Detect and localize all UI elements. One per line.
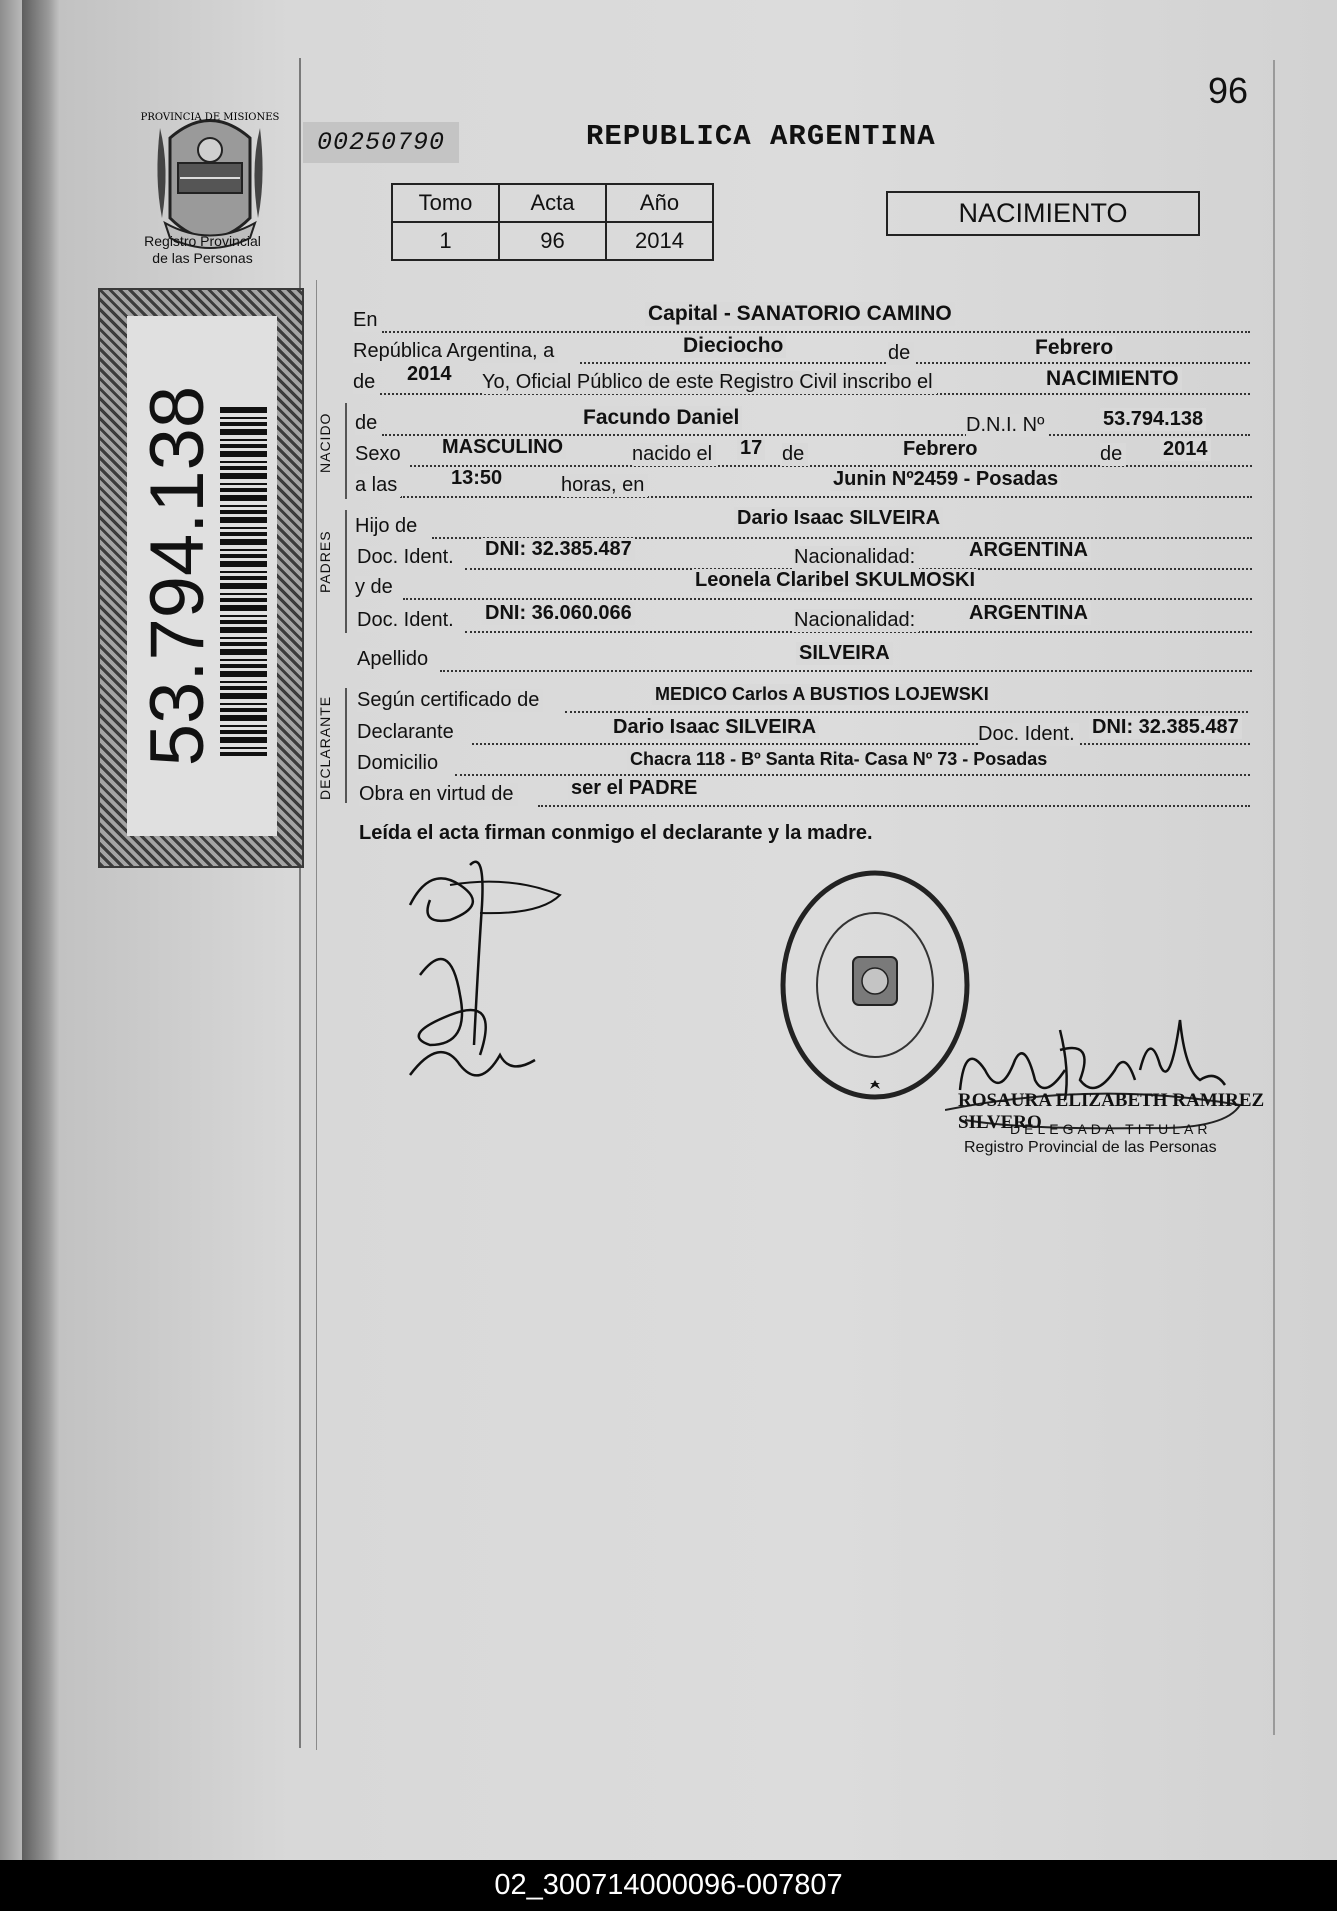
label-de-anio-nac: de xyxy=(1100,443,1126,466)
value-tomo: 1 xyxy=(392,222,499,260)
value-madre-nac: ARGENTINA xyxy=(966,602,1091,625)
section-label-padres: PADRES xyxy=(317,530,333,593)
value-certificado: MEDICO Carlos A BUSTIOS LOJEWSKI xyxy=(652,684,992,705)
header-acta: Acta xyxy=(499,184,606,222)
closing-statement: Leída el acta firman conmigo el declarante y la madre. xyxy=(359,822,873,844)
barcode-icon xyxy=(220,406,267,756)
label-a-las: a las xyxy=(355,474,401,497)
value-mes: Febrero xyxy=(1032,336,1116,360)
value-anio: 2014 xyxy=(606,222,713,260)
right-margin-rule xyxy=(1273,60,1275,1735)
emblem-lettering: PROVINCIA DE MISIONES xyxy=(140,112,280,123)
label-doc-ident-padre: Doc. Ident. xyxy=(357,546,458,569)
label-apellido: Apellido xyxy=(357,648,432,671)
id-number-strip xyxy=(98,288,304,868)
label-segun-certificado: Según certificado de xyxy=(357,689,543,712)
value-mes-nac: Febrero xyxy=(900,438,980,461)
value-declarante-doc: DNI: 32.385.487 xyxy=(1089,716,1242,739)
label-de-mes-nac: de xyxy=(782,443,808,466)
nacido-bracket xyxy=(345,403,347,499)
padres-bracket xyxy=(345,510,347,633)
record-index-table xyxy=(391,183,714,261)
official-name: ROSAURA ELIZABETH RAMIREZ SILVERO xyxy=(958,1090,1265,1133)
serial-number: 00250790 xyxy=(303,122,459,163)
label-y-de: y de xyxy=(355,576,397,599)
value-domicilio: Chacra 118 - Bº Santa Rita- Casa Nº 73 - Posadas xyxy=(627,749,1050,770)
value-lugar: Capital - SANATORIO CAMINO xyxy=(645,302,955,326)
declarant-signature-icon xyxy=(390,845,580,1095)
section-label-nacido: NACIDO xyxy=(317,412,333,473)
label-obra-en-virtud: Obra en virtud de xyxy=(359,783,518,806)
record-type-box: NACIMIENTO xyxy=(886,191,1200,236)
value-hora: 13:50 xyxy=(448,467,505,490)
field-line xyxy=(400,468,1252,498)
label-de-anio: de xyxy=(353,371,379,394)
book-binding xyxy=(22,0,60,1860)
value-declarante: Dario Isaac SILVEIRA xyxy=(610,716,819,739)
value-acto: NACIMIENTO xyxy=(1043,367,1182,391)
value-madre: Leonela Claribel SKULMOSKI xyxy=(692,569,978,592)
value-nombre: Facundo Daniel xyxy=(580,406,742,430)
label-de-mes: de xyxy=(888,342,914,365)
label-doc-ident-madre: Doc. Ident. xyxy=(357,609,458,632)
value-dni: 53.794.138 xyxy=(1100,408,1206,431)
page-number: 96 xyxy=(1208,70,1249,111)
value-anio: 2014 xyxy=(404,363,455,386)
declarante-bracket xyxy=(345,688,347,803)
document-page xyxy=(60,0,1337,1860)
official-title: DELEGADA TITULAR xyxy=(1010,1121,1212,1137)
value-sexo: MASCULINO xyxy=(439,436,566,459)
country-heading: REPUBLICA ARGENTINA xyxy=(586,120,936,153)
label-republica: República Argentina, a xyxy=(353,340,558,363)
value-obra: ser el PADRE xyxy=(568,777,700,800)
value-padre-nac: ARGENTINA xyxy=(966,539,1091,562)
value-anio-nac: 2014 xyxy=(1160,438,1211,461)
label-nacionalidad-madre: Nacionalidad: xyxy=(794,609,919,632)
label-yo-oficial: Yo, Oficial Público de este Registro Civil inscribo el xyxy=(482,371,937,394)
header-anio: Año xyxy=(606,184,713,222)
official-office: Registro Provincial de las Personas xyxy=(964,1139,1217,1156)
scan-edge xyxy=(0,0,22,1860)
label-doc-ident-declarante: Doc. Ident. xyxy=(978,723,1079,746)
value-padre: Dario Isaac SILVEIRA xyxy=(734,507,943,530)
label-horas-en: horas, en xyxy=(561,474,648,497)
label-domicilio: Domicilio xyxy=(357,752,442,775)
label-en: En xyxy=(353,309,381,332)
id-strip-number: 53.794.138 xyxy=(135,385,220,767)
value-acta: 96 xyxy=(499,222,606,260)
value-lugar-nac: Junin Nº2459 - Posadas xyxy=(830,468,1061,491)
value-dia-nac: 17 xyxy=(737,437,765,460)
registry-office-label: Registro Provincial de las Personas xyxy=(144,233,261,266)
value-apellido: SILVEIRA xyxy=(796,642,893,665)
label-declarante: Declarante xyxy=(357,721,458,744)
scan-footer-code: 02_300714000096-007807 xyxy=(0,1860,1337,1911)
header-tomo: Tomo xyxy=(392,184,499,222)
value-dia: Dieciocho xyxy=(680,334,786,358)
label-sexo: Sexo xyxy=(355,443,405,466)
label-nacionalidad-padre: Nacionalidad: xyxy=(794,546,919,569)
label-de-nombre: de xyxy=(355,412,381,435)
label-dni: D.N.I. Nº xyxy=(966,414,1048,437)
section-margin-rule xyxy=(316,280,317,1750)
label-nacido-el: nacido el xyxy=(632,443,716,466)
section-label-declarante: DECLARANTE xyxy=(317,695,333,800)
value-madre-doc: DNI: 36.060.066 xyxy=(482,602,635,625)
label-hijo-de: Hijo de xyxy=(355,515,421,538)
value-padre-doc: DNI: 32.385.487 xyxy=(482,538,635,561)
